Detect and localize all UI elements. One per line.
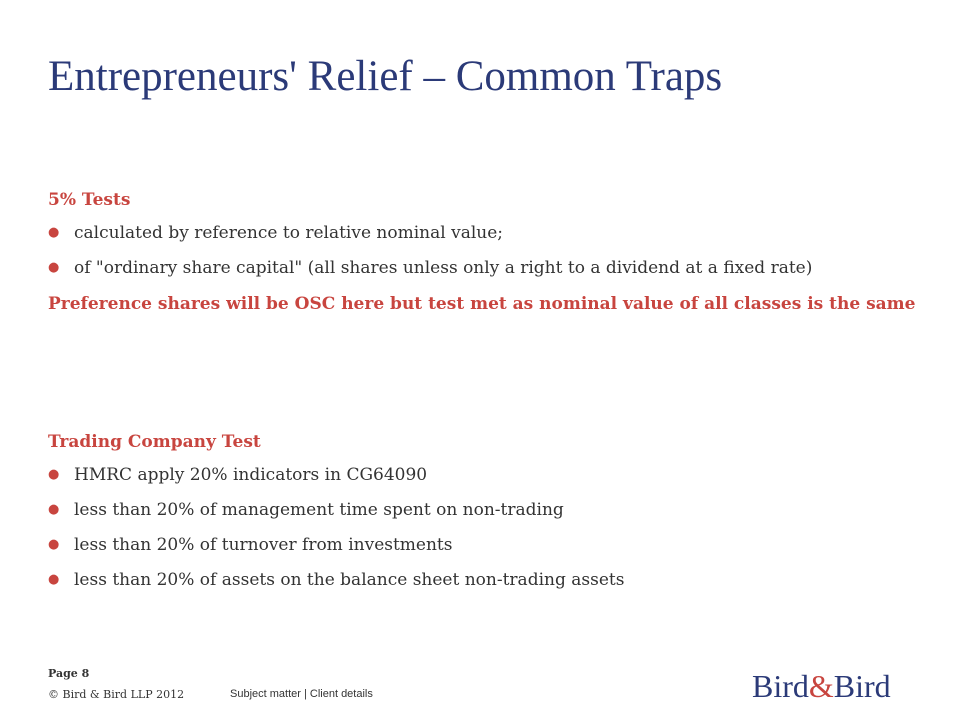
list-item — [48, 221, 918, 245]
section-5-percent-tests — [48, 190, 918, 317]
bullet-icon: ● — [48, 225, 60, 240]
bullet-icon: ● — [48, 537, 60, 552]
list-item-text: less than 20% of assets on the balance sheet non-trading assets — [74, 570, 625, 590]
list-item — [48, 498, 918, 522]
slide-title: Entrepreneurs' Relief – Common Traps — [48, 53, 723, 100]
bullet-list — [48, 221, 918, 280]
list-item — [48, 463, 918, 487]
logo-word-left: Bird — [752, 668, 809, 704]
list-item — [48, 256, 918, 280]
bullet-icon: ● — [48, 467, 60, 482]
bullet-icon: ● — [48, 502, 60, 517]
bullet-icon: ● — [48, 260, 60, 275]
list-item-text: of "ordinary share capital" (all shares unless only a right to a dividend at a fixed rate) — [74, 258, 813, 278]
bullet-list — [48, 463, 918, 592]
list-item-text: HMRC apply 20% indicators in CG64090 — [74, 465, 428, 485]
logo-ampersand: & — [808, 668, 834, 704]
list-item — [48, 568, 918, 592]
page-number: Page 8 — [48, 667, 90, 680]
logo-word-right: Bird — [833, 668, 891, 704]
section-heading: 5% Tests — [48, 190, 131, 210]
section-heading: Trading Company Test — [48, 432, 261, 452]
subject-details: Subject matter | Client details — [230, 688, 373, 700]
list-item-text: less than 20% of management time spent on non-trading — [74, 500, 564, 520]
highlight-note: Preference shares will be OSC here but test met as nominal value of all classes is the same — [48, 294, 916, 314]
list-item-text: calculated by reference to relative nominal value; — [74, 223, 504, 243]
bullet-icon: ● — [48, 572, 60, 587]
copyright-notice: © Bird & Bird LLP 2012 — [48, 688, 185, 701]
list-item-text: less than 20% of turnover from investments — [74, 535, 453, 555]
section-trading-company-test — [48, 432, 918, 603]
bird-and-bird-logo — [752, 668, 891, 705]
list-item — [48, 533, 918, 557]
